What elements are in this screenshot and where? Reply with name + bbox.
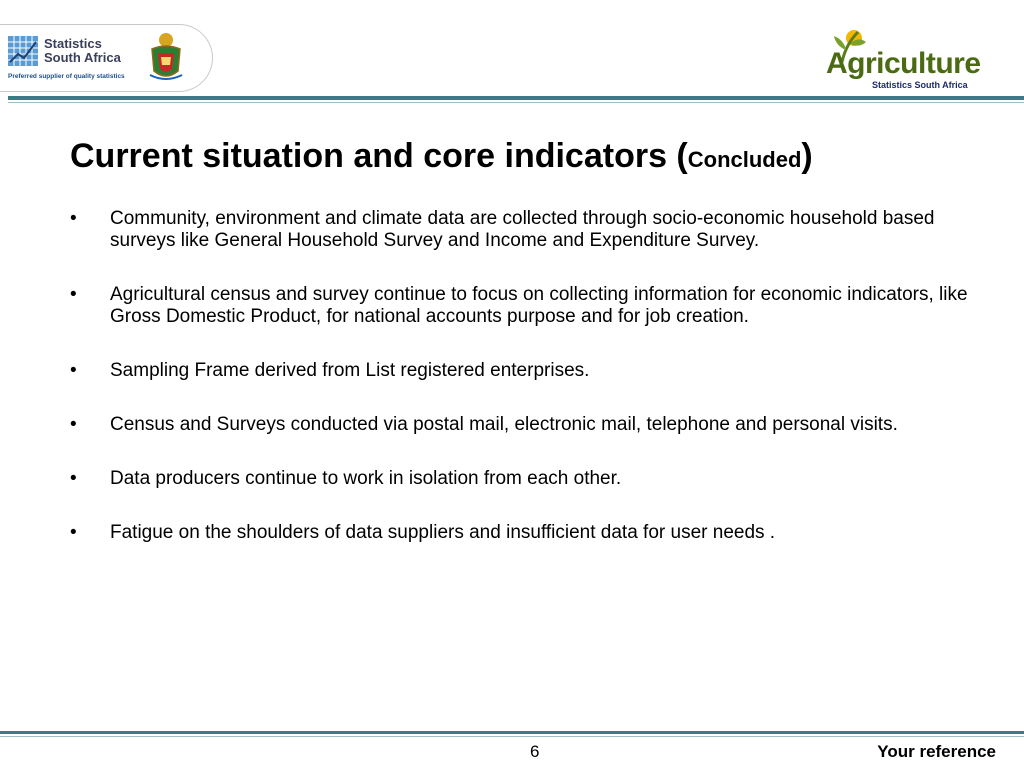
bullet-text: Community, environment and climate data are collected through socio-economic household based surveys like General Household Survey and Income and Expenditure Survey. [110,208,935,251]
bullet-item [70,284,980,328]
stats-grid-icon [8,36,38,66]
footer-divider-thin [0,736,1024,737]
bullet-item [70,414,980,436]
slide-title-concluded: Concluded [687,147,802,172]
header-divider-thin [8,102,1024,103]
bullet-item [70,360,980,382]
bullet-item [70,522,980,544]
bullet-list [70,208,980,576]
agriculture-wordmark: Agriculture [826,47,981,80]
footer-reference: Your reference [877,742,996,761]
bullet-text: Census and Surveys conducted via postal mail, electronic mail, telephone and personal visits. [110,414,898,435]
statistics-south-africa-logo [0,24,213,92]
bullet-symbol: • [70,468,77,489]
bullet-text: Data producers continue to work in isolation from each other. [110,468,622,489]
slide-title-close: ) [801,137,813,175]
bullet-text: Agricultural census and survey continue to focus on collecting information for economic indicators, like Gross Domestic Product, for national accounts purpose and for job creation. [110,284,968,327]
slide-header [0,0,1024,100]
bullet-symbol: • [70,522,77,543]
bullet-symbol: • [70,208,77,229]
bullet-text: Fatigue on the shoulders of data suppliers and insufficient data for user needs . [110,522,776,543]
slide-title-main: Current situation and core indicators ( [70,137,688,175]
stats-logo-name-line2: South Africa [44,50,121,65]
page-number: 6 [530,742,540,761]
agriculture-logo [818,26,994,94]
bullet-symbol: • [70,284,77,305]
stats-logo-name-line1: Statistics [44,36,102,51]
bullet-item [70,208,980,252]
stats-logo-tagline: Preferred supplier of quality statistics [8,73,125,80]
bullet-symbol: • [70,360,77,381]
stats-logo-name [44,37,121,65]
footer-divider [0,731,1024,734]
agriculture-subtitle: Statistics South Africa [872,80,968,90]
coat-of-arms-icon [146,31,186,83]
bullet-text: Sampling Frame derived from List registered enterprises. [110,360,590,381]
bullet-item [70,468,980,490]
bullet-symbol: • [70,414,77,435]
slide-title [70,134,813,182]
header-divider [8,96,1024,100]
